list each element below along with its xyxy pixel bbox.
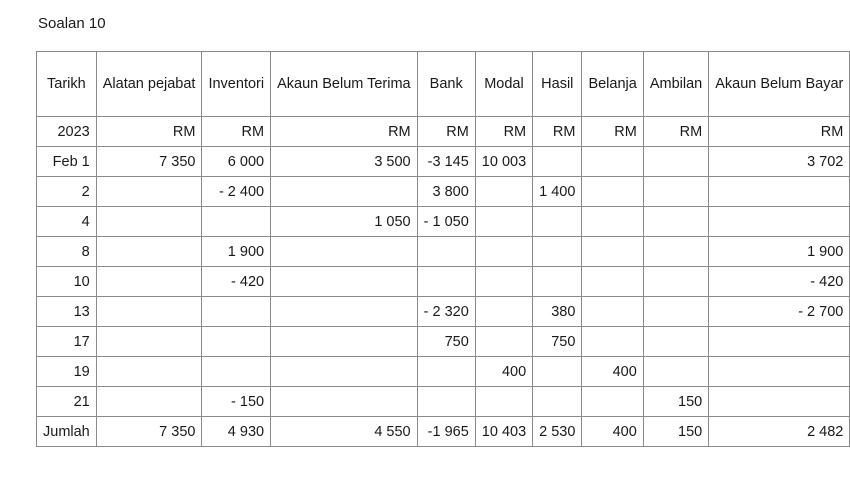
amount-cell: -3 145	[417, 147, 475, 177]
date-cell: 17	[37, 327, 97, 357]
ledger-body	[37, 117, 850, 447]
amount-cell: 750	[533, 327, 582, 357]
amount-cell: - 420	[709, 267, 850, 297]
amount-cell	[202, 207, 271, 237]
amount-cell: RM	[475, 117, 532, 147]
amount-cell	[202, 327, 271, 357]
amount-cell	[417, 237, 475, 267]
amount-cell	[271, 327, 418, 357]
column-header: Akaun Belum Bayar	[709, 52, 850, 117]
amount-cell	[582, 237, 643, 267]
table-row	[37, 117, 850, 147]
table-row	[37, 327, 850, 357]
amount-cell	[582, 297, 643, 327]
amount-cell: RM	[271, 117, 418, 147]
amount-cell: 380	[533, 297, 582, 327]
amount-cell	[96, 177, 202, 207]
amount-cell: RM	[709, 117, 850, 147]
amount-cell: 6 000	[202, 147, 271, 177]
amount-cell	[643, 237, 708, 267]
amount-cell: 4 550	[271, 417, 418, 447]
amount-cell	[271, 357, 418, 387]
amount-cell: 400	[475, 357, 532, 387]
amount-cell: 150	[643, 387, 708, 417]
date-cell: 2023	[37, 117, 97, 147]
date-cell: 4	[37, 207, 97, 237]
amount-cell	[582, 267, 643, 297]
header-row	[37, 52, 850, 117]
amount-cell: 400	[582, 417, 643, 447]
amount-cell	[271, 387, 418, 417]
column-header: Ambilan	[643, 52, 708, 117]
amount-cell	[475, 387, 532, 417]
amount-cell: 10 403	[475, 417, 532, 447]
amount-cell	[202, 357, 271, 387]
amount-cell	[582, 327, 643, 357]
amount-cell: RM	[582, 117, 643, 147]
amount-cell: 1 900	[202, 237, 271, 267]
amount-cell	[417, 357, 475, 387]
amount-cell	[533, 387, 582, 417]
amount-cell: - 420	[202, 267, 271, 297]
amount-cell: 1 400	[533, 177, 582, 207]
amount-cell	[709, 387, 850, 417]
table-row	[37, 357, 850, 387]
amount-cell	[533, 207, 582, 237]
amount-cell	[643, 177, 708, 207]
date-cell: Jumlah	[37, 417, 97, 447]
date-cell: 10	[37, 267, 97, 297]
amount-cell: 3 500	[271, 147, 418, 177]
table-row	[37, 417, 850, 447]
table-row	[37, 387, 850, 417]
amount-cell: 750	[417, 327, 475, 357]
amount-cell: - 2 700	[709, 297, 850, 327]
amount-cell	[417, 387, 475, 417]
amount-cell: - 2 320	[417, 297, 475, 327]
amount-cell	[475, 267, 532, 297]
amount-cell: 3 800	[417, 177, 475, 207]
amount-cell	[709, 357, 850, 387]
date-cell: 8	[37, 237, 97, 267]
amount-cell: RM	[643, 117, 708, 147]
amount-cell: - 1 050	[417, 207, 475, 237]
table-row	[37, 297, 850, 327]
amount-cell	[709, 327, 850, 357]
column-header: Modal	[475, 52, 532, 117]
amount-cell	[582, 387, 643, 417]
amount-cell: RM	[96, 117, 202, 147]
amount-cell	[533, 147, 582, 177]
amount-cell	[96, 387, 202, 417]
amount-cell	[533, 267, 582, 297]
amount-cell	[582, 147, 643, 177]
amount-cell	[271, 267, 418, 297]
amount-cell	[96, 267, 202, 297]
amount-cell	[475, 207, 532, 237]
amount-cell	[643, 147, 708, 177]
amount-cell: 7 350	[96, 147, 202, 177]
amount-cell: 400	[582, 357, 643, 387]
amount-cell: 4 930	[202, 417, 271, 447]
amount-cell	[202, 297, 271, 327]
date-cell: 13	[37, 297, 97, 327]
amount-cell	[709, 177, 850, 207]
table-row	[37, 147, 850, 177]
amount-cell	[271, 237, 418, 267]
amount-cell: 2 482	[709, 417, 850, 447]
table-row	[37, 177, 850, 207]
amount-cell	[271, 177, 418, 207]
amount-cell	[417, 267, 475, 297]
amount-cell	[475, 177, 532, 207]
amount-cell	[643, 357, 708, 387]
column-header: Inventori	[202, 52, 271, 117]
column-header: Tarikh	[37, 52, 97, 117]
amount-cell	[643, 267, 708, 297]
amount-cell: 2 530	[533, 417, 582, 447]
date-cell: Feb 1	[37, 147, 97, 177]
table-row	[37, 207, 850, 237]
amount-cell	[533, 237, 582, 267]
table-row	[37, 237, 850, 267]
column-header: Bank	[417, 52, 475, 117]
question-title: Soalan 10	[38, 15, 106, 32]
amount-cell	[582, 177, 643, 207]
column-header: Alatan pejabat	[96, 52, 202, 117]
amount-cell	[271, 297, 418, 327]
amount-cell	[96, 237, 202, 267]
amount-cell: RM	[202, 117, 271, 147]
amount-cell	[582, 207, 643, 237]
amount-cell	[96, 327, 202, 357]
amount-cell: 10 003	[475, 147, 532, 177]
date-cell: 19	[37, 357, 97, 387]
amount-cell	[96, 207, 202, 237]
column-header: Hasil	[533, 52, 582, 117]
amount-cell: 150	[643, 417, 708, 447]
amount-cell: RM	[417, 117, 475, 147]
amount-cell: - 2 400	[202, 177, 271, 207]
amount-cell	[475, 297, 532, 327]
amount-cell	[96, 357, 202, 387]
table-row	[37, 267, 850, 297]
amount-cell: -1 965	[417, 417, 475, 447]
amount-cell	[643, 327, 708, 357]
ledger-table	[36, 51, 850, 447]
amount-cell: 3 702	[709, 147, 850, 177]
column-header: Akaun Belum Terima	[271, 52, 418, 117]
column-header: Belanja	[582, 52, 643, 117]
amount-cell	[709, 207, 850, 237]
amount-cell	[533, 357, 582, 387]
amount-cell: 7 350	[96, 417, 202, 447]
amount-cell: 1 900	[709, 237, 850, 267]
amount-cell	[643, 297, 708, 327]
amount-cell: RM	[533, 117, 582, 147]
amount-cell: 1 050	[271, 207, 418, 237]
date-cell: 21	[37, 387, 97, 417]
amount-cell	[96, 297, 202, 327]
amount-cell	[643, 207, 708, 237]
amount-cell	[475, 237, 532, 267]
amount-cell: - 150	[202, 387, 271, 417]
amount-cell	[475, 327, 532, 357]
date-cell: 2	[37, 177, 97, 207]
